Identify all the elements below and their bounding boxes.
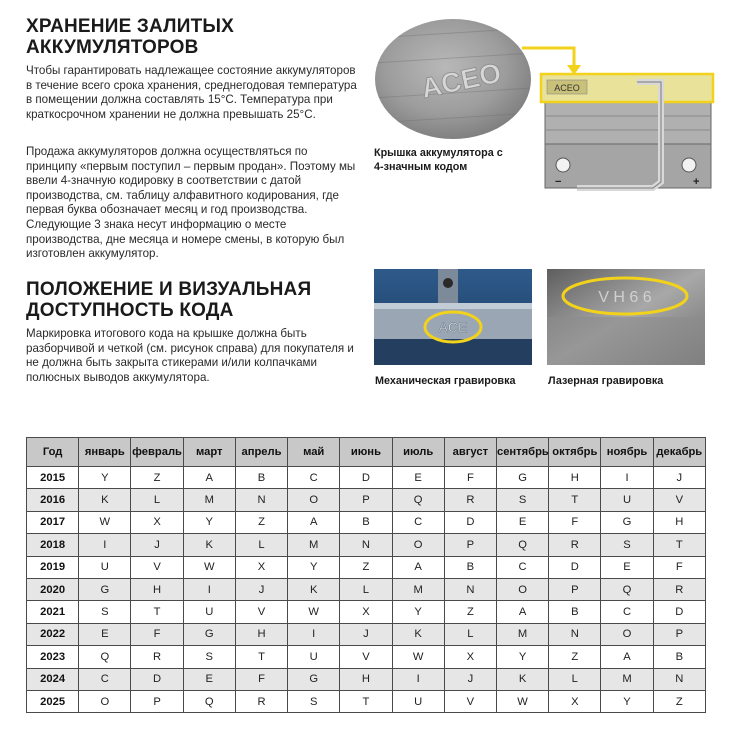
code-cell: R [235,690,287,712]
laser-code-text: V H 6 6 [598,289,652,306]
code-cell: G [601,511,653,533]
header-month: июль [392,438,444,467]
code-cell: W [79,511,131,533]
lid-caption-line1: Крышка аккумулятора с [374,147,503,159]
code-cell: T [549,489,601,511]
code-cell: M [183,489,235,511]
code-cell: V [444,690,496,712]
code-cell: K [79,489,131,511]
code-cell: N [444,578,496,600]
code-cell: N [653,668,705,690]
minus-terminal [556,158,570,172]
code-cell: C [79,668,131,690]
code-cell: P [653,623,705,645]
year-cell: 2016 [27,489,79,511]
code-cell: Y [601,690,653,712]
year-cell: 2018 [27,534,79,556]
code-cell: A [392,556,444,578]
code-cell: H [131,578,183,600]
code-cell: K [496,668,548,690]
header-month: ноябрь [601,438,653,467]
code-cell: L [549,668,601,690]
table-row [27,511,706,533]
code-cell: E [601,556,653,578]
code-cell: Q [79,646,131,668]
code-cell: L [444,623,496,645]
code-cell: F [444,467,496,489]
code-cell: Z [340,556,392,578]
mechanical-code-text: ACE [438,319,468,335]
code-cell: A [601,646,653,668]
header-month: август [444,438,496,467]
code-cell: I [288,623,340,645]
code-cell: Y [288,556,340,578]
code-cell: Y [392,601,444,623]
code-cell: E [496,511,548,533]
code-cell: O [392,534,444,556]
table-row [27,690,706,712]
table-row [27,489,706,511]
code-cell: S [601,534,653,556]
code-cell: R [131,646,183,668]
code-cell: D [444,511,496,533]
code-cell: P [131,690,183,712]
code-cell: H [340,668,392,690]
code-cell: R [444,489,496,511]
code-cell: Z [653,690,705,712]
code-cell: S [79,601,131,623]
code-cell: B [653,646,705,668]
plus-terminal [682,158,696,172]
code-cell: S [288,690,340,712]
code-cell: B [235,467,287,489]
code-cell: C [601,601,653,623]
code-cell: J [340,623,392,645]
code-cell: X [131,511,183,533]
year-cell: 2017 [27,511,79,533]
battery-diagram [537,72,717,194]
code-cell: F [235,668,287,690]
code-cell: B [340,511,392,533]
code-cell: V [235,601,287,623]
code-cell: H [549,467,601,489]
code-cell: H [235,623,287,645]
code-cell: E [183,668,235,690]
code-cell: P [444,534,496,556]
mechanical-caption: Механическая гравировка [375,375,516,387]
code-cell: M [496,623,548,645]
year-cell: 2025 [27,690,79,712]
storage-heading [26,16,234,58]
code-cell: J [444,668,496,690]
storage-paragraph-1: Чтобы гарантировать надлежащее состояние аккумуляторов в течение всего срока хранения, среднегодовая температура в помещении должна составлять 15°С. Температура при краткосрочном хранении не должна превышать 25°С. [26,64,357,121]
code-cell: E [392,467,444,489]
code-cell: D [340,467,392,489]
header-month: апрель [235,438,287,467]
code-cell: B [444,556,496,578]
year-cell: 2023 [27,646,79,668]
table-row [27,556,706,578]
mechanical-engraving-photo [374,269,532,365]
table-row [27,578,706,600]
year-cell: 2015 [27,467,79,489]
code-cell: T [235,646,287,668]
position-heading-line1: ПОЛОЖЕНИЕ И ВИЗУАЛЬНАЯ [26,279,312,300]
pointer-arrow [520,36,590,76]
code-cell: M [601,668,653,690]
code-cell: C [496,556,548,578]
code-cell: D [653,601,705,623]
code-cell: K [288,578,340,600]
storage-heading-line2: АККУМУЛЯТОРОВ [26,37,199,58]
position-heading [26,279,311,321]
code-cell: X [340,601,392,623]
code-cell: G [183,623,235,645]
table-row [27,623,706,645]
header-month: май [288,438,340,467]
code-cell: A [288,511,340,533]
header-month: июнь [340,438,392,467]
table-row [27,668,706,690]
code-cell: R [549,534,601,556]
table-body [27,467,706,713]
code-cell: I [392,668,444,690]
code-cell: I [601,467,653,489]
code-cell: Z [131,467,183,489]
code-cell: D [549,556,601,578]
code-cell: I [183,578,235,600]
code-cell: T [131,601,183,623]
header-month: февраль [131,438,183,467]
code-cell: C [392,511,444,533]
code-cell: J [131,534,183,556]
code-cell: O [288,489,340,511]
code-cell: W [496,690,548,712]
year-cell: 2019 [27,556,79,578]
code-cell: V [653,489,705,511]
table-row [27,534,706,556]
code-cell: J [653,467,705,489]
code-cell: K [392,623,444,645]
code-cell: Y [183,511,235,533]
storage-paragraph-2: Продажа аккумуляторов должна осуществляться по принципу «первым поступил – первым продан». Поэтому мы ввели 4-значную кодировку в соответствии с датой производства, см. таблицу алфавитного кодирования, где первая буква обозначает месяц и год производства. Следующие 3 знака несут информацию о месте производства, дне месяца и номере смены, в которую был изготовлен аккумулятор. [26,145,356,261]
code-cell: K [183,534,235,556]
header-year: Год [27,438,79,467]
code-cell: L [131,489,183,511]
code-cell: Y [496,646,548,668]
lid-code-text: ACEO [554,83,580,93]
code-cell: O [79,690,131,712]
lid-caption [374,146,503,174]
code-cell: X [235,556,287,578]
code-cell: N [235,489,287,511]
code-cell: C [288,467,340,489]
code-cell: V [340,646,392,668]
minus-sign: − [555,176,562,188]
code-cell: U [288,646,340,668]
code-cell: W [183,556,235,578]
table-row [27,646,706,668]
code-cell: S [183,646,235,668]
plus-sign: + [693,176,700,188]
header-month: сентябрь [496,438,548,467]
code-cell: Y [79,467,131,489]
code-cell: U [183,601,235,623]
code-cell: O [601,623,653,645]
code-cell: U [601,489,653,511]
code-cell: M [288,534,340,556]
code-cell: F [131,623,183,645]
laser-caption: Лазерная гравировка [548,375,664,387]
code-cell: U [392,690,444,712]
code-cell: B [549,601,601,623]
code-cell: T [340,690,392,712]
code-cell: Q [601,578,653,600]
year-cell: 2024 [27,668,79,690]
code-cell: P [340,489,392,511]
code-cell: X [444,646,496,668]
code-cell: F [549,511,601,533]
year-cell: 2021 [27,601,79,623]
code-cell: L [340,578,392,600]
code-cell: A [183,467,235,489]
code-cell: D [131,668,183,690]
code-cell: E [79,623,131,645]
code-cell: Q [183,690,235,712]
code-cell: V [131,556,183,578]
table-header-row [27,438,706,467]
code-cell: U [79,556,131,578]
month-year-code-table [26,437,706,713]
code-cell: Q [392,489,444,511]
code-cell: P [549,578,601,600]
closeup-code-text: ACEO [418,56,504,105]
lid-closeup-photo [373,18,533,140]
code-cell: N [340,534,392,556]
code-cell: I [79,534,131,556]
position-heading-line2: ДОСТУПНОСТЬ КОДА [26,300,234,321]
code-cell: Z [235,511,287,533]
laser-engraving-photo [547,269,705,365]
code-cell: O [496,578,548,600]
year-cell: 2022 [27,623,79,645]
header-month: декабрь [653,438,705,467]
header-month: март [183,438,235,467]
position-paragraph: Маркировка итогового кода на крышке должна быть разборчивой и четкой (см. рисунок справа) для покупателя и не должна быть закрыта стикерами и/или колпачками полюсных выводов аккумулятора. [26,327,354,384]
code-cell: Z [444,601,496,623]
code-cell: N [549,623,601,645]
table-row [27,467,706,489]
storage-heading-line1: ХРАНЕНИЕ ЗАЛИТЫХ [26,16,235,37]
code-cell: M [392,578,444,600]
code-cell: Z [549,646,601,668]
code-cell: S [496,489,548,511]
table-row [27,601,706,623]
code-cell: J [235,578,287,600]
code-cell: A [496,601,548,623]
code-cell: R [653,578,705,600]
code-cell: T [653,534,705,556]
code-cell: L [235,534,287,556]
code-cell: X [549,690,601,712]
year-cell: 2020 [27,578,79,600]
code-cell: W [288,601,340,623]
lid-caption-line2: 4-значным кодом [374,161,468,173]
header-month: январь [79,438,131,467]
code-cell: F [653,556,705,578]
code-cell: G [496,467,548,489]
code-cell: Q [496,534,548,556]
code-cell: G [79,578,131,600]
code-cell: H [653,511,705,533]
header-month: октябрь [549,438,601,467]
code-cell: G [288,668,340,690]
code-cell: W [392,646,444,668]
